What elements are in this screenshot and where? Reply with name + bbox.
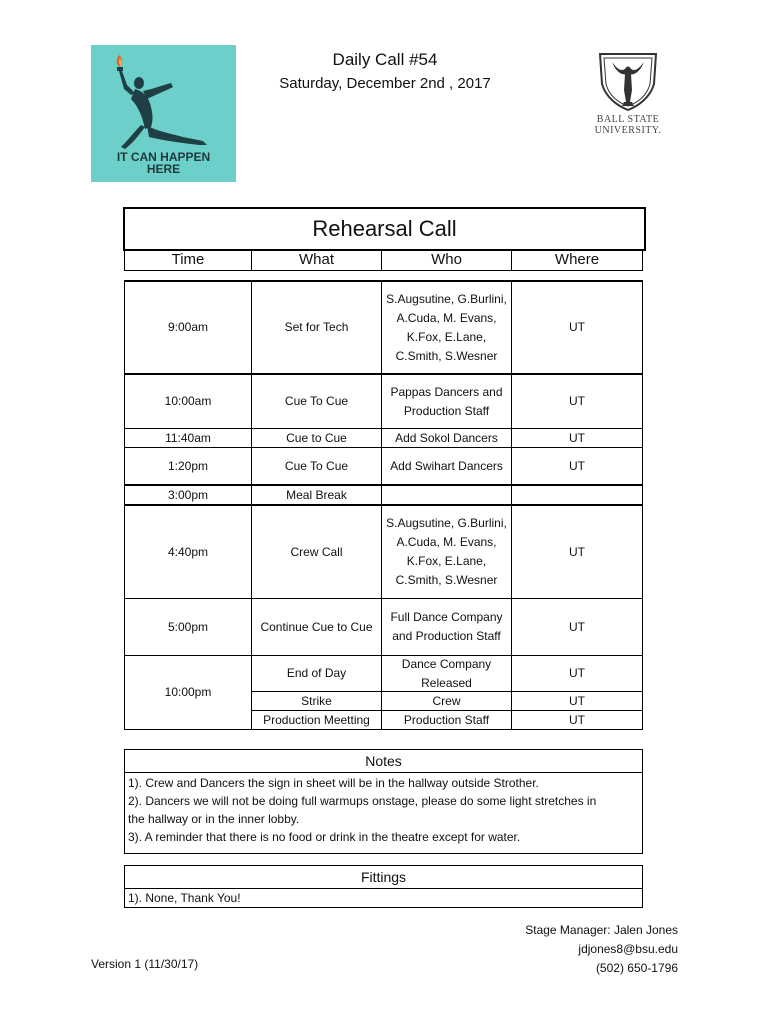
- page-title: Daily Call #54: [332, 50, 438, 69]
- who-line: C.Smith, S.Wesner: [395, 573, 498, 587]
- time-cell: 5:00pm: [124, 598, 252, 656]
- who-line: A.Cuda, M. Evans,: [396, 310, 497, 325]
- who-line: Crew: [432, 693, 461, 708]
- what-cell: Strike: [251, 691, 382, 711]
- where-cell: [511, 484, 643, 505]
- who-cell: [381, 428, 512, 448]
- where-cell: UT: [511, 504, 643, 599]
- time-cell: 11:40am: [124, 428, 252, 448]
- version-label: Version 1 (11/30/17): [91, 957, 199, 971]
- who-line: K.Fox, E.Lane,: [406, 329, 487, 344]
- who-line: Pappas Dancers and: [390, 384, 503, 399]
- who-cell: [381, 691, 512, 711]
- what-cell: Cue to Cue: [251, 428, 382, 448]
- column-header-who: Who: [381, 249, 512, 271]
- stage-manager-email[interactable]: jdjones8@bsu.edu: [578, 942, 678, 956]
- who-line: Dance Company: [401, 656, 492, 671]
- who-cell: [381, 447, 512, 485]
- who-cell: [381, 655, 512, 692]
- logo-text-line2: HERE: [146, 162, 181, 176]
- time-cell: 10:00pm: [124, 655, 252, 730]
- where-cell: UT: [511, 428, 643, 448]
- who-line: and Production Staff: [392, 629, 501, 643]
- it-can-happen-here-logo: [91, 45, 236, 182]
- who-line: S.Augsutine, G.Burlini,: [386, 516, 507, 530]
- notes-body: [124, 772, 643, 854]
- stage-manager-name: Stage Manager: Jalen Jones: [525, 923, 678, 937]
- fittings-body: [124, 888, 643, 908]
- who-line: C.Smith, S.Wesner: [395, 348, 498, 363]
- university-name-line1: BALL STATE: [596, 114, 660, 125]
- where-cell: UT: [511, 280, 643, 374]
- who-cell: [381, 598, 512, 656]
- note-line: 3). A reminder that there is no food or drink in the theatre except for water.: [128, 830, 521, 844]
- who-line: K.Fox, E.Lane,: [406, 554, 487, 568]
- what-cell: Cue To Cue: [251, 447, 382, 485]
- column-header-time: Time: [124, 249, 252, 271]
- where-cell: UT: [511, 691, 643, 711]
- stage-manager-phone: (502) 650-1796: [595, 961, 678, 975]
- university-name-line2: UNIVERSITY.: [594, 125, 662, 136]
- ball-state-crest-icon: [592, 50, 664, 116]
- who-cell: [381, 504, 512, 599]
- who-cell: [381, 373, 512, 429]
- what-cell: Meal Break: [251, 484, 382, 505]
- who-line: Add Sokol Dancers: [395, 430, 498, 445]
- who-line: Production Staff: [403, 403, 490, 418]
- where-cell: UT: [511, 710, 643, 730]
- note-line: the hallway or in the inner lobby.: [128, 812, 300, 826]
- who-line: A.Cuda, M. Evans,: [396, 535, 497, 549]
- note-line: 2). Dancers we will not be doing full warmups onstage, please do some light stretches in: [128, 794, 597, 808]
- column-header-where: Where: [511, 249, 643, 271]
- what-cell: Production Meetting: [251, 710, 382, 730]
- where-cell: UT: [511, 373, 643, 429]
- fitting-line: 1). None, Thank You!: [128, 891, 241, 905]
- time-cell: 9:00am: [124, 280, 252, 374]
- what-cell: Crew Call: [251, 504, 382, 599]
- who-line: Production Staff: [403, 712, 490, 727]
- time-cell: 1:20pm: [124, 447, 252, 485]
- who-cell: [381, 484, 512, 505]
- page-date: Saturday, December 2nd , 2017: [279, 75, 491, 92]
- fittings-title: Fittings: [124, 865, 643, 889]
- time-cell: 4:40pm: [124, 504, 252, 599]
- who-line: Released: [421, 675, 472, 690]
- note-line: 1). Crew and Dancers the sign in sheet will be in the hallway outside Strother.: [128, 776, 539, 790]
- time-cell: 10:00am: [124, 373, 252, 429]
- what-cell: Continue Cue to Cue: [251, 598, 382, 656]
- rehearsal-call-title: Rehearsal Call: [123, 207, 646, 251]
- what-cell: Set for Tech: [251, 280, 382, 374]
- what-cell: End of Day: [251, 655, 382, 692]
- who-cell: [381, 710, 512, 730]
- who-line: Full Dance Company: [390, 610, 503, 624]
- what-cell: Cue To Cue: [251, 373, 382, 429]
- who-cell: [381, 280, 512, 374]
- who-line: Add Swihart Dancers: [390, 458, 503, 473]
- where-cell: UT: [511, 598, 643, 656]
- where-cell: UT: [511, 447, 643, 485]
- notes-title: Notes: [124, 749, 643, 773]
- time-cell: 3:00pm: [124, 484, 252, 505]
- column-header-what: What: [251, 249, 382, 271]
- where-cell: UT: [511, 655, 643, 692]
- logo-text-line1: IT CAN HAPPEN: [116, 150, 211, 164]
- who-line: S.Augsutine, G.Burlini,: [386, 291, 507, 306]
